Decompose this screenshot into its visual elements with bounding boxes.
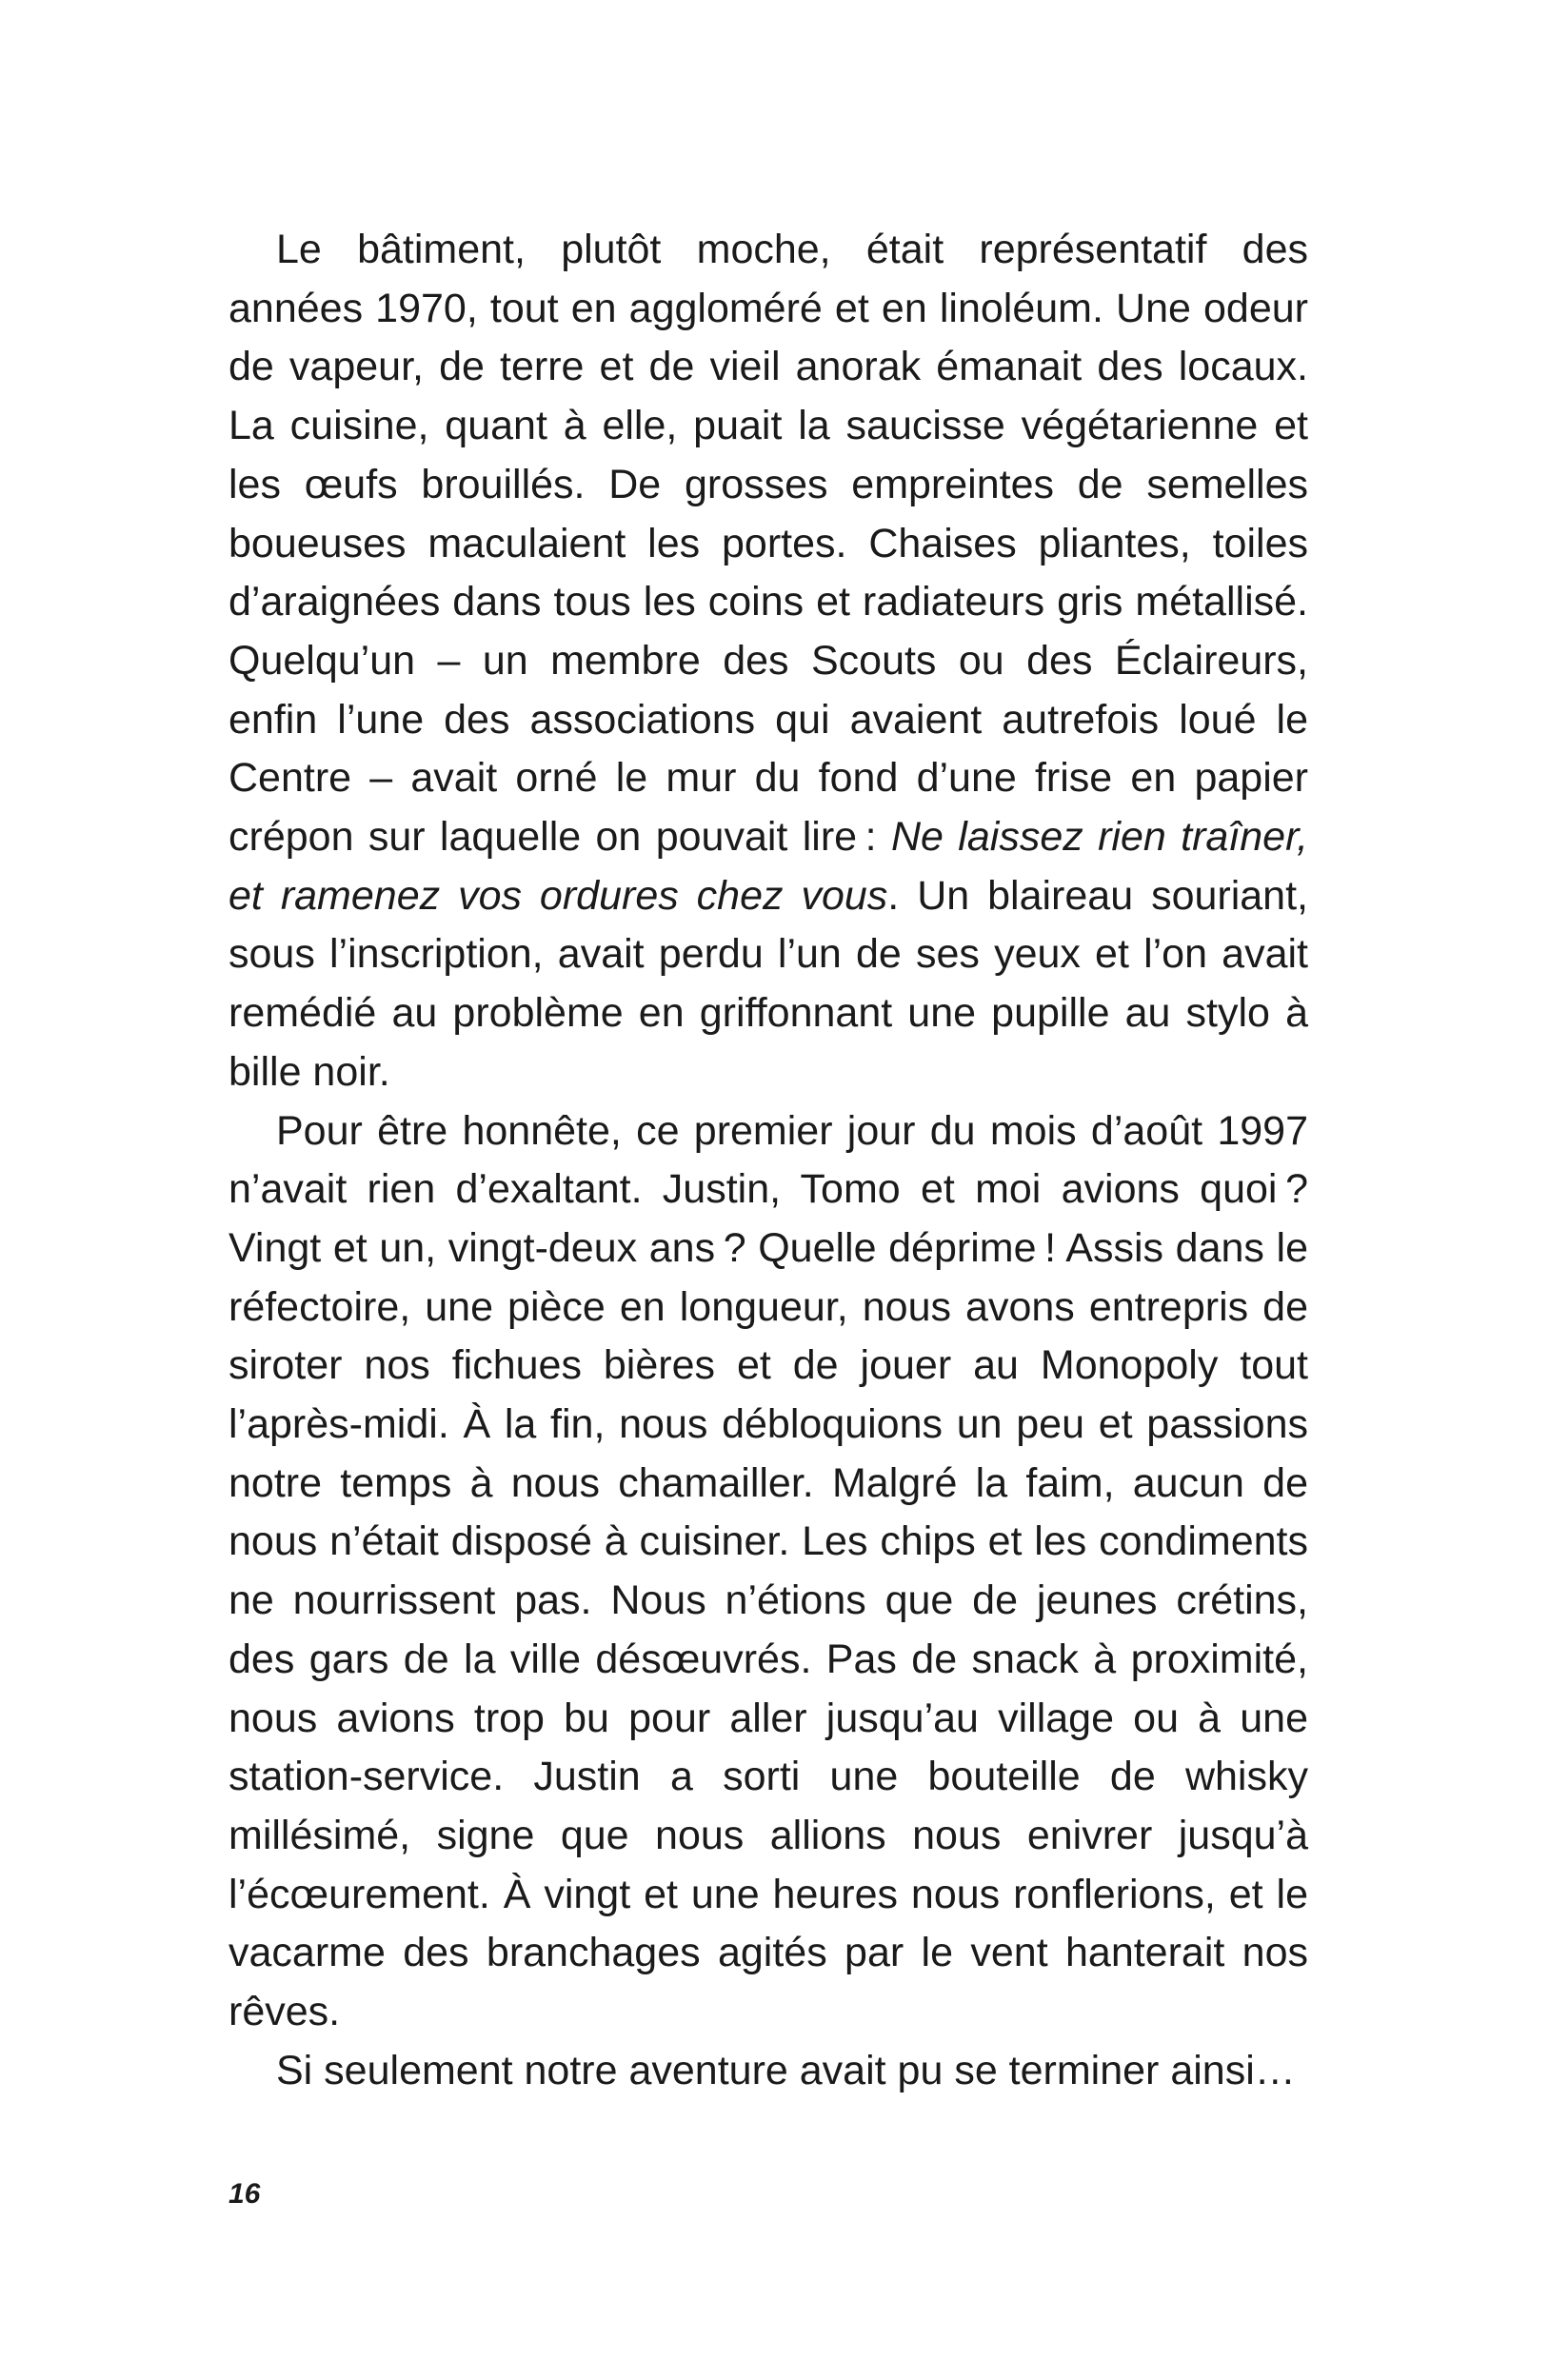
paragraph-1-text: Le bâtiment, plutôt moche, était représentatif des années 1970, tout en aggloméré et en linoléum. Une odeur de vapeur, de terre et de vieil anorak émanait des locaux. La cuisine, quant à elle, puait la saucisse végétarienne et les œufs brouillés. De grosses empreintes de semelles boueuses maculaient les portes. Chaises pliantes, toiles d’araignées dans tous les coins et radiateurs gris métallisé. Quelqu’un – un membre des Scouts ou des Éclaireurs, enfin l’une des associations qui avaient autrefois loué le Centre – avait orné le mur du fond d’une frise en papier crépon sur laquelle on pouvait lire : — [229, 227, 1308, 861]
paragraph-1-text-end: . Un blaireau souriant, sous l’inscription, avait perdu l’un de ses yeux et l’on avait remédié au problème en griffonnant une pupille au stylo à bille noir. — [229, 872, 1308, 1095]
page-number: 16 — [229, 2178, 261, 2210]
paragraph-3: Si seulement notre aventure avait pu se terminer ainsi… — [276, 2047, 1296, 2093]
body-text — [229, 221, 1308, 2101]
paragraph-2: Pour être honnête, ce premier jour du mois d’août 1997 n’avait rien d’exaltant. Justin, Tomo et moi avions quoi ? Vingt et un, vingt-deux ans ? Quelle déprime ! Assis dans le réfectoire, une pièce en longueur, nous avons entrepris de siroter nos fichues bières et de jouer au Monopoly tout l’après-midi. À la fin, nous débloquions un peu et passions notre temps à nous chamailler. Malgré la faim, aucun de nous n’était disposé à cuisiner. Les chips et les condiments ne nourrissent pas. Nous n’étions que de jeunes crétins, des gars de la ville désœuvrés. Pas de snack à proximité, nous avions trop bu pour aller jusqu’au village ou à une station-service. Justin a sorti une bouteille de whisky millésimé, signe que nous allions nous enivrer jusqu’à l’écœurement. À vingt et une heures nous ronflerions, et le vacarme des branchages agités par le vent hanterait nos rêves. — [229, 1107, 1308, 2035]
paragraph-1-italic-inscription: Ne laissez rien traîner, et ramenez vos ordures chez vous — [229, 814, 1308, 919]
paragraph-1 — [229, 221, 1308, 1102]
